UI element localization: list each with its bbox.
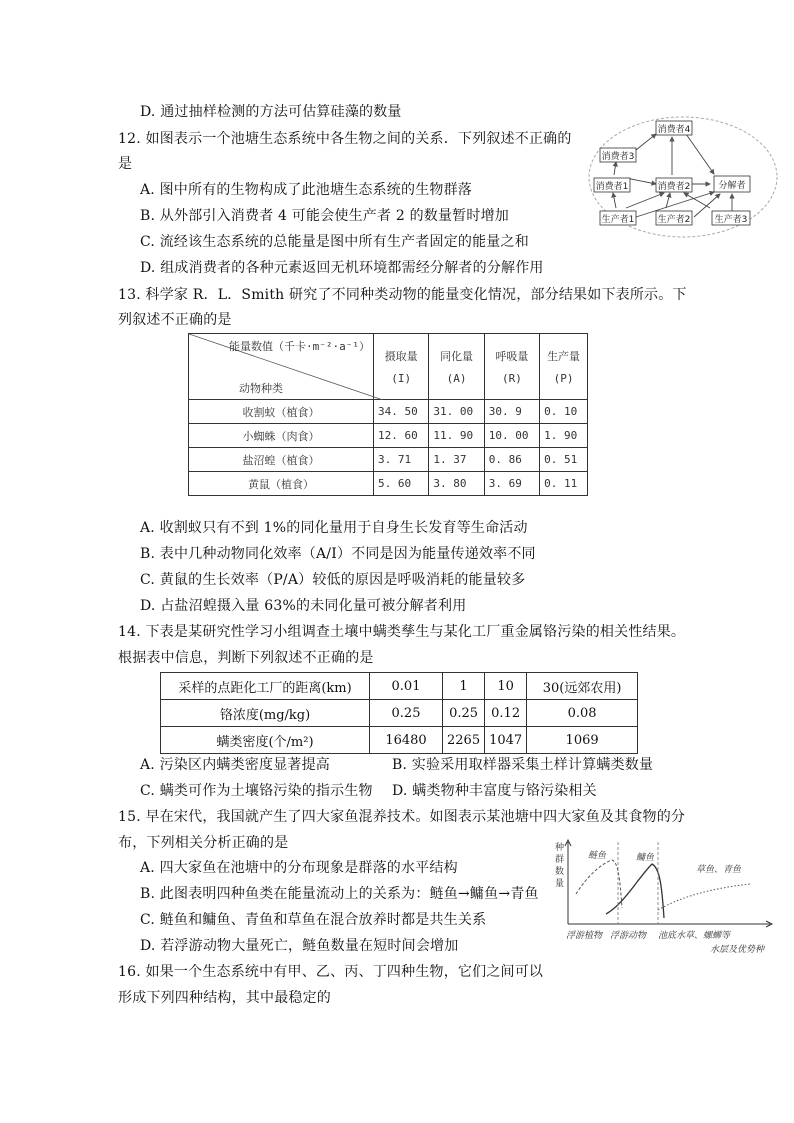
ylabel-char-3: 数 bbox=[555, 867, 565, 877]
header-assimilation: 同化量 (A) bbox=[429, 334, 484, 400]
q13-option-c: C. 黄鼠的生长效率（P/A）较低的原因是呼吸消耗的能量较多 bbox=[140, 572, 526, 588]
q13-stem-line2: 列叙述不正确的是 bbox=[118, 312, 232, 328]
table-row: 螨类密度(个/m²) 16480 2265 1047 1069 bbox=[161, 727, 638, 754]
curve-label-grass-black-carp: 草鱼、青鱼 bbox=[696, 865, 742, 875]
curve-label-bighead-carp: 鳙鱼 bbox=[636, 853, 655, 863]
q15-option-b: B. 此图表明四种鱼类在能量流动上的关系为：鲢鱼→鳙鱼→青鱼 bbox=[140, 886, 539, 902]
ylabel-char-4: 量 bbox=[555, 879, 565, 889]
silver-carp-curve bbox=[576, 860, 622, 908]
q13-stem-line1: 13. 科学家 R．L．Smith 研究了不同种类动物的能量变化情况，部分结果如下表所示。下 bbox=[118, 287, 687, 303]
food-web-diagram bbox=[586, 112, 780, 242]
consumer3-label: 消费者3 bbox=[601, 152, 635, 162]
header-production: 生产量 (P) bbox=[540, 334, 588, 400]
decomposer-label: 分解者 bbox=[718, 181, 746, 191]
q14-stem-line1: 14. 下表是某研究性学习小组调查土壤中螨类孳生与某化工厂重金属铬污染的相关性结果。 bbox=[118, 624, 686, 640]
q15-option-d: D. 若浮游动物大量死亡，鲢鱼数量在短时间会增加 bbox=[140, 938, 459, 954]
q12-option-a: A. 图中所有的生物构成了此池塘生态系统的生物群落 bbox=[140, 182, 473, 198]
q14-option-d: D. 螨类物种丰富度与铬污染相关 bbox=[392, 783, 597, 799]
q11-option-d: D. 通过抽样检测的方法可估算硅藻的数量 bbox=[140, 104, 402, 120]
consumer2-label: 消费者2 bbox=[657, 182, 691, 192]
energy-table bbox=[188, 333, 588, 496]
q12-option-d: D. 组成消费者的各种元素返回无机环境都需经分解者的分解作用 bbox=[140, 260, 544, 276]
q15-stem-line1: 15. 早在宋代，我国就产生了四大家鱼混养技术。如图表示某池塘中四大家鱼及其食物的分 bbox=[118, 809, 686, 825]
xlabel-zooplankton: 浮游动物 bbox=[610, 931, 647, 941]
q14-stem-line2: 根据表中信息，判断下列叙述不正确的是 bbox=[118, 650, 374, 666]
q15-option-a: A. 四大家鱼在池塘中的分布现象是群落的水平结构 bbox=[140, 860, 458, 876]
fish-distribution-figure bbox=[546, 838, 782, 960]
corner-top-label: 能量数值（千卡·m⁻²·a⁻¹） bbox=[229, 340, 370, 353]
ylabel-char-2: 群 bbox=[555, 855, 565, 865]
q13-option-b: B. 表中几种动物同化效率（A/I）不同是因为能量传递效率不同 bbox=[140, 546, 536, 562]
mite-table bbox=[160, 672, 638, 754]
table-row: 黄鼠（植食） 5. 60 3. 80 3. 69 0. 11 bbox=[189, 472, 588, 496]
consumer4-label: 消费者4 bbox=[657, 125, 691, 135]
q12-stem-line1: 12. 如图表示一个池塘生态系统中各生物之间的关系．下列叙述不正确的 bbox=[118, 131, 572, 147]
curve-label-silver-carp: 鲢鱼 bbox=[588, 851, 607, 861]
xlabel-phytoplankton: 浮游植物 bbox=[566, 931, 603, 941]
q12-option-b: B. 从外部引入消费者 4 可能会使生产者 2 的数量暂时增加 bbox=[140, 208, 510, 224]
q15-option-c: C. 鲢鱼和鳙鱼、青鱼和草鱼在混合放养时都是共生关系 bbox=[140, 912, 487, 928]
q13-option-d: D. 占盐沼蝗摄入量 63%的未同化量可被分解者利用 bbox=[140, 598, 467, 614]
table-row: 收割蚁（植食） 34. 50 31. 00 30. 9 0. 10 bbox=[189, 400, 588, 424]
header-intake: 摄取量 (I) bbox=[374, 334, 429, 400]
q16-stem-line1: 16. 如果一个生态系统中有甲、乙、丙、丁四种生物，它们之间可以 bbox=[118, 964, 544, 980]
consumer1-label: 消费者1 bbox=[595, 182, 629, 192]
energy-table-corner bbox=[189, 334, 374, 400]
grass-black-carp-curve bbox=[658, 884, 750, 910]
q12-stem-line2: 是 bbox=[118, 156, 133, 172]
table-row: 铬浓度(mg/kg) 0.25 0.25 0.12 0.08 bbox=[161, 700, 638, 727]
q12-option-c: C. 流经该生态系统的总能量是图中所有生产者固定的能量之和 bbox=[140, 234, 529, 250]
xlabel-note: 水层及优势种 bbox=[710, 945, 765, 955]
table-row: 盐沼蝗（植食） 3. 71 1. 37 0. 86 0. 51 bbox=[189, 448, 588, 472]
corner-bottom-label: 动物种类 bbox=[239, 382, 283, 395]
producer2-label: 生产者2 bbox=[657, 215, 691, 225]
q15-stem-line2: 布，下列相关分析正确的是 bbox=[118, 835, 289, 851]
q14-option-b: B. 实验采用取样器采集土样计算螨类数量 bbox=[392, 757, 654, 773]
q14-option-a: A. 污染区内螨类密度显著提高 bbox=[140, 757, 331, 773]
header-respiration: 呼吸量 (R) bbox=[484, 334, 539, 400]
table-row: 小蜘蛛（肉食） 12. 60 11. 90 10. 00 1. 90 bbox=[189, 424, 588, 448]
xlabel-bottom-weeds: 池底水草、螺蛳等 bbox=[658, 931, 731, 941]
producer1-label: 生产者1 bbox=[601, 215, 635, 225]
ylabel-char-1: 种 bbox=[555, 843, 565, 853]
q14-option-c: C. 螨类可作为土壤铬污染的指示生物 bbox=[140, 783, 373, 799]
producer3-label: 生产者3 bbox=[714, 215, 748, 225]
bighead-carp-curve bbox=[606, 864, 664, 918]
q13-option-a: A. 收割蚁只有不到 1%的同化量用于自身生长发育等生命活动 bbox=[140, 520, 528, 536]
q16-stem-line2: 形成下列四种结构，其中最稳定的 bbox=[118, 990, 331, 1006]
table-row: 采样的点距化工厂的距离(km) 0.01 1 10 30(远郊农用) bbox=[161, 673, 638, 700]
